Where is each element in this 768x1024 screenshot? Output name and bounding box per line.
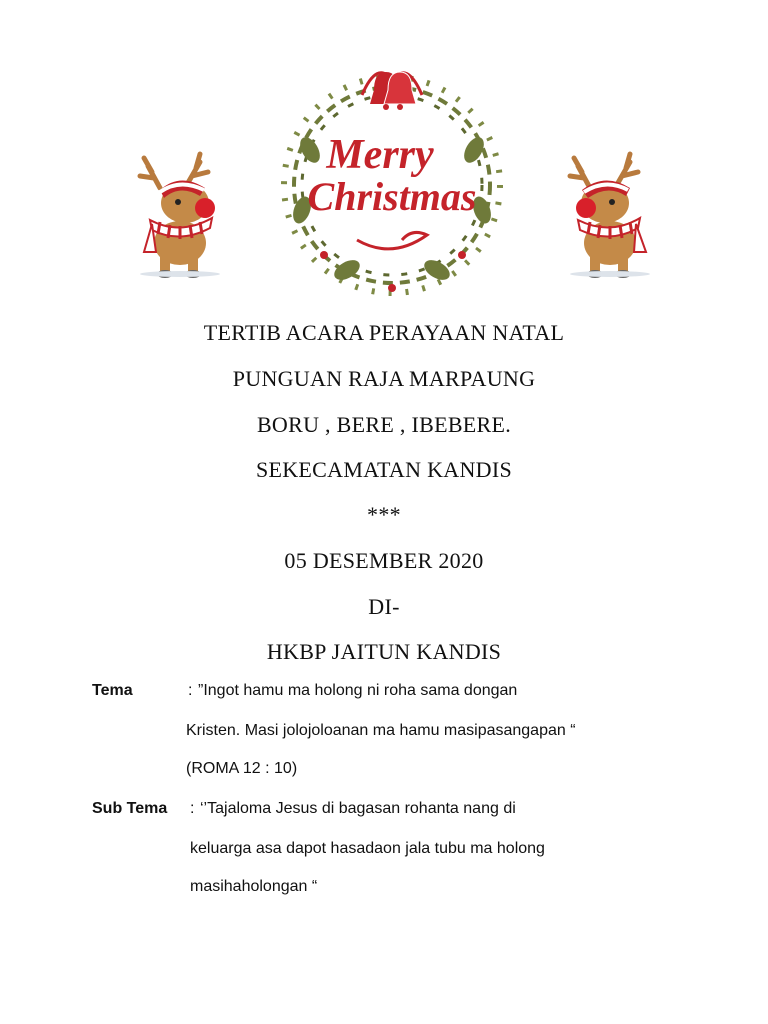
tema-line-3: (ROMA 12 : 10)	[186, 760, 298, 777]
separator: ***	[367, 502, 401, 527]
reindeer-icon	[560, 148, 660, 278]
sub-tema-line-1: ‘’Tajaloma Jesus di bagasan rohanta nang di	[200, 800, 516, 817]
tema-colon: :	[188, 682, 193, 699]
sub-tema-line-2: keluarga asa dapot hasadaon jala tubu ma holong	[190, 840, 545, 857]
reindeer-icon	[130, 148, 230, 278]
tema-line-1: ”Ingot hamu ma holong ni roha sama dongan	[198, 682, 518, 699]
tema-line-2: Kristen. Masi jolojoloanan ma hamu masipasangapan “	[186, 722, 576, 739]
title-line-3: BORU , BERE , IBEBERE.	[256, 412, 512, 437]
event-place: HKBP JAITUN KANDIS	[266, 639, 502, 664]
sub-tema-line-3: masihaholongan “	[190, 878, 318, 895]
sub-tema-colon: :	[190, 800, 195, 817]
title-line-2: PUNGUAN RAJA MARPAUNG	[232, 366, 536, 391]
title-line-4: SEKECAMATAN KANDIS	[255, 457, 513, 482]
event-date: 05 DESEMBER 2020	[284, 548, 484, 573]
wreath-text-christmas: Christmas	[307, 174, 477, 219]
di-label: DI-	[368, 594, 400, 619]
christmas-wreath-icon	[262, 50, 522, 300]
wreath-text-merry: Merry	[326, 132, 434, 178]
title-line-1: TERTIB ACARA PERAYAAN NATAL	[203, 320, 565, 345]
sub-tema-label: Sub Tema	[92, 800, 168, 817]
tema-label: Tema	[92, 682, 133, 699]
